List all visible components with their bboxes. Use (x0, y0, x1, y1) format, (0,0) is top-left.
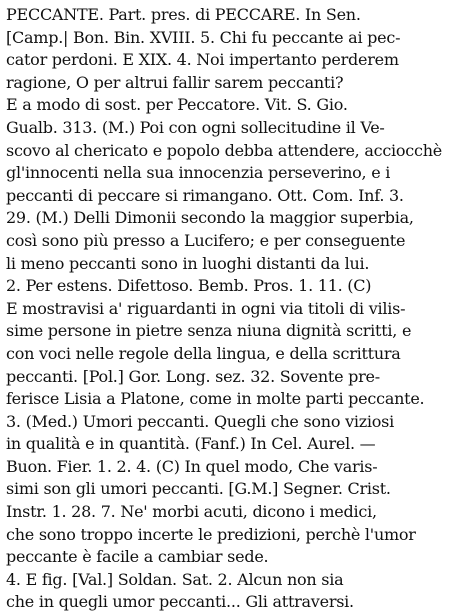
entry-line: 4. E fig. [Val.] Soldan. Sat. 2. Alcun non sia (6, 569, 344, 589)
entry-line: così sono più presso a Lucifero; e per conseguente (6, 230, 406, 250)
entry-line: E a modo di sost. per Peccatore. Vit. S. Gio. (6, 95, 348, 115)
entry-line: che in quegli umor peccanti... Gli attraversi. (6, 592, 354, 612)
entry-line: scovo al chericato e popolo debba attendere, acciocchè (6, 140, 442, 160)
entry-line: Instr. 1. 28. 7. Ne' morbi acuti, dicono i medici, (6, 502, 377, 522)
entry-line: 3. (Med.) Umori peccanti. Quegli che sono viziosi (6, 411, 394, 431)
entry-line: ragione, O per altrui fallir sarem peccanti? (6, 72, 344, 92)
entry-line: Gualb. 313. (M.) Poi con ogni sollecitudine il Ve- (6, 117, 385, 137)
entry-line: cator perdoni. E XIX. 4. Noi impertanto perderem (6, 50, 399, 70)
entry-line: 2. Per estens. Difettoso. Bemb. Pros. 1. 11. (C) (6, 276, 372, 296)
entry-line: E mostravisi a' riguardanti in ogni via titoli di vilis- (6, 298, 406, 318)
entry-line: sime persone in pietre senza niuna dignità scritti, e (6, 321, 412, 341)
entry-line: simi son gli umori peccanti. [G.M.] Segner. Crist. (6, 479, 391, 499)
entry-line: li meno peccanti sono in luoghi distanti da lui. (6, 253, 370, 273)
entry-line: [Camp.| Bon. Bin. XVIII. 5. Chi fu peccante ai pec- (6, 27, 401, 47)
entry-line: peccante è facile a cambiar sede. (6, 547, 269, 567)
entry-line: 29. (M.) Delli Dimonii secondo la maggior superbia, (6, 208, 414, 228)
entry-line: PECCANTE. Part. pres. di PECCARE. In Sen. (6, 5, 361, 24)
entry-line: in qualità e in quantità. (Fanf.) In Cel. Aurel. — (6, 434, 376, 454)
entry-line: ferisce Lisia a Platone, come in molte parti peccante. (6, 389, 425, 409)
entry-line: peccanti di peccare si rimangano. Ott. Com. Inf. 3. (6, 185, 404, 205)
entry-line: che sono troppo incerte le predizioni, perchè l'umor (6, 524, 416, 544)
entry-line: Buon. Fier. 1. 2. 4. (C) In quel modo, Che varis- (6, 456, 378, 476)
entry-line: con voci nelle regole della lingua, e della scrittura (6, 343, 401, 363)
entry-line: peccanti. [Pol.] Gor. Long. sez. 32. Sovente pre- (6, 366, 380, 386)
entry-line: gl'innocenti nella sua innocenzia perseverino, e i (6, 163, 391, 183)
